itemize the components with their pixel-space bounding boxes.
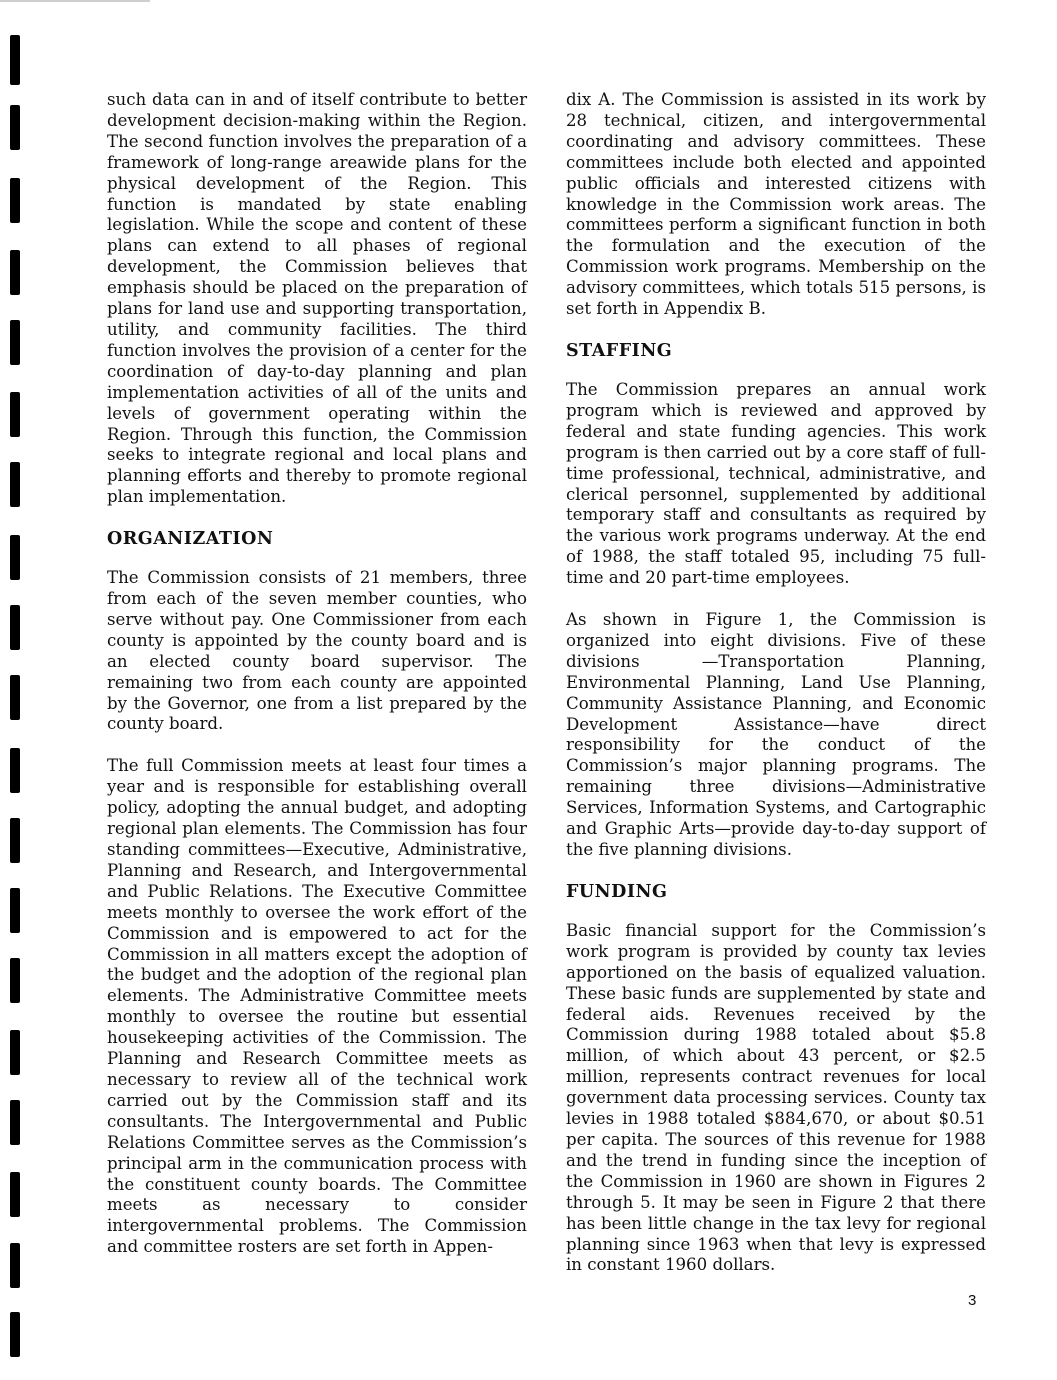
punch-hole [10, 105, 20, 150]
left-text-column [107, 90, 527, 1279]
punch-hole [10, 675, 20, 720]
intro-continued-paragraph: such data can in and of itself contribute to better development decision-making within the Region. The second function involves the preparation of a framework of long-range areawide plans for the physical development of the Region. This function is mandated by state enabling legislation. While the scope and content of these plans can extend to all phases of regional development, the Commission believes that emphasis should be placed on the preparation of plans for land use and supporting transportation, utility, and community facilities. The third function involves the provision of a center for the coordination of day-to-day planning and plan implementation activities of all of the units and levels of government operating within the Region. Through this function, the Commission seeks to integrate regional and local plans and planning efforts and thereby to promote regional plan implementation. [107, 90, 527, 507]
punch-hole [10, 320, 20, 365]
punch-hole [10, 748, 20, 793]
punch-hole [10, 958, 20, 1003]
binder-punch-holes [10, 0, 24, 1380]
punch-hole [10, 250, 20, 295]
punch-hole [10, 605, 20, 650]
punch-hole [10, 1030, 20, 1075]
punch-hole [10, 178, 20, 223]
funding-heading: FUNDING [566, 881, 668, 902]
funding-paragraph: Basic financial support for the Commission’s work program is provided by county tax levies apportioned on the basis of equalized valuation. These basic funds are supplemented by state and federal aids. Revenues received by the Commission during 1988 totaled about $5.8 million, of which about 43 percent, or $2.5 million, represents contract revenues for local government data processing services. County tax levies in 1988 totaled $884,670, or about $0.51 per capita. The sources of this revenue for 1988 and the trend in funding since the inception of the Commission in 1960 are shown in Figures 2 through 5. It may be seen in Figure 2 that there has been little change in the tax levy for regional planning since 1963 when that levy is expressed in constant 1960 dollars. [566, 920, 986, 1275]
organization-members-paragraph: The Commission consists of 21 members, three from each of the seven member counties, who serve without pay. One Commissioner from each county is appointed by the county board and is an elected county board supervisor. The remaining two from each county are appointed by the Governor, one from a list prepared by the county board. [107, 568, 527, 734]
punch-hole [10, 1312, 20, 1357]
punch-hole [10, 818, 20, 863]
staffing-work-program-paragraph: The Commission prepares an annual work program which is reviewed and approved by federal and state funding agencies. This work program is then carried out by a core staff of full-time professional, technical, administrative, and clerical personnel, supplemented by additional temporary staff and consultants as required by the various work programs underway. At the end of 1988, the staff totaled 95, including 75 full-time and 20 part-time employees. [566, 379, 986, 588]
staffing-heading: STAFFING [566, 340, 673, 361]
right-text-column [566, 90, 986, 1297]
punch-hole [10, 535, 20, 580]
punch-hole [10, 462, 20, 507]
organization-heading: ORGANIZATION [107, 529, 274, 550]
punch-hole [10, 1100, 20, 1145]
punch-hole [10, 1172, 20, 1217]
punch-hole [10, 1243, 20, 1288]
punch-hole [10, 888, 20, 933]
punch-hole [10, 392, 20, 437]
page-number: 3 [968, 1292, 977, 1309]
advisory-committees-paragraph: dix A. The Commission is assisted in its work by 28 technical, citizen, and intergovernmental coordinating and advisory committees. These committees include both elected and appointed public officials and interested citizens with knowledge in the Commission work areas. The committees perform a significant function in both the formulation and the execution of the Commission work programs. Membership on the advisory committees, which totals 515 persons, is set forth in Appendix B. [566, 90, 986, 319]
punch-hole [10, 35, 20, 85]
organization-committees-paragraph: The full Commission meets at least four times a year and is responsible for establishing overall policy, adopting the annual budget, and adopting regional plan elements. The Commission has four standing committees—Executive, Administrative, Planning and Research, and Intergovernmental and Public Relations. The Executive Committee meets monthly to oversee the work effort of the Commission and is empowered to act for the Commission in all matters except the adoption of the budget and the adoption of the regional plan elements. The Administrative Committee meets monthly to oversee the routine but essential housekeeping activities of the Commission. The Planning and Research Committee meets as necessary to review all of the technical work carried out by the Commission staff and its consultants. The Intergovernmental and Public Relations Committee serves as the Commission’s principal arm in the communication process with the constituent county boards. The Committee meets as necessary to consider intergovernmental problems. The Commission and committee rosters are set forth in Appen- [107, 756, 527, 1257]
staffing-divisions-paragraph: As shown in Figure 1, the Commission is organized into eight divisions. Five of these divisions —Transportation Planning, Environmental Planning, Land Use Planning, Community Assistance Planning, and Economic Development Assistance—have direct responsibility for the conduct of the Commission’s major planning programs. The remaining three divisions—Administrative Services, Information Systems, and Cartographic and Graphic Arts—provide day-to-day support of the five planning divisions. [566, 610, 986, 859]
